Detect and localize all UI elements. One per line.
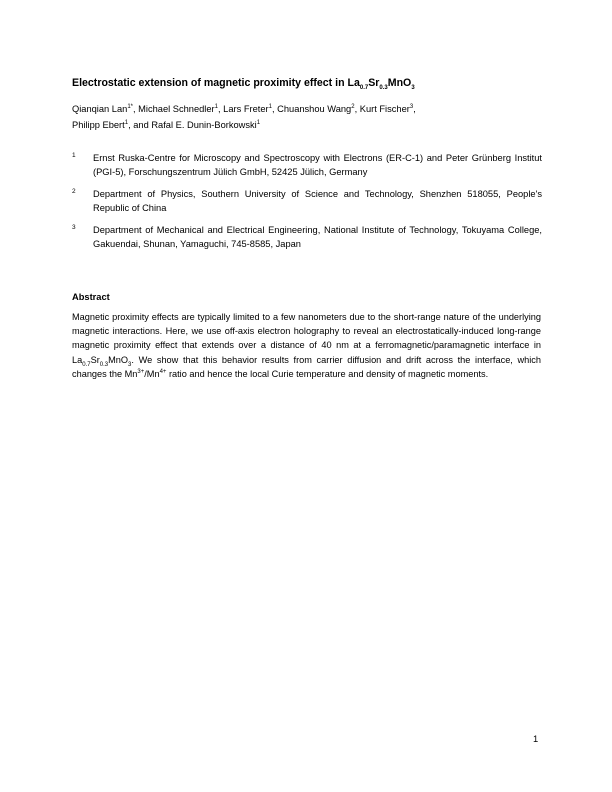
author: Lars Freter$^1$,: [223, 103, 278, 114]
abstract-heading: Abstract: [72, 292, 110, 302]
paper-title: Electrostatic extension of magnetic proximity effect in $La_{0.7}Sr_{0.3}MnO_3$: [72, 77, 415, 92]
page-number: 1: [533, 734, 539, 744]
author: Rafal E. Dunin-Borkowski$^1$: [151, 119, 261, 130]
affiliation-text: Ernst Ruska-Centre for Microscopy and Spectroscopy with Electrons (ER-C-1) and Peter Grünberg Institut (PGI-5), Forschungszentrum Jülich GmbH, 52425 Jülich, Germany: [93, 153, 542, 177]
author: Philipp Ebert$^1$, and: [72, 119, 152, 130]
author: Chuanshou Wang$^2$,: [277, 103, 360, 114]
affiliation-number: 3: [72, 224, 76, 231]
affiliation-text: Department of Mechanical and Electrical Engineering, National Institute of Technology, Tokuyama College, Gakuendai, Shunan, Yamaguchi, 745-8585, Japan: [93, 225, 542, 249]
affiliation-text: Department of Physics, Southern University of Science and Technology, Shenzhen 518055, People's Republic of China: [93, 189, 542, 213]
affiliation-list: [72, 152, 542, 260]
affiliation-number: 1: [72, 152, 76, 159]
affiliation-item: [72, 224, 542, 251]
author: Qianqian Lan$^{1*}$,: [72, 103, 139, 114]
abstract-body: Magnetic proximity effects are typically limited to a few nanometers due to the short-range nature of the underlying magnetic interactions. Here, we use off-axis electron holography to reveal an electrostatically-induced long-range magnetic proximity effect that extends over a distance of 40 nm at a ferromagnetic/paramagnetic interface in $La_{0.7}Sr_{0.3}MnO_3$. We show that this behavior results from carrier diffusion and drift across the interface, which changes the $Mn^{3+}/Mn^{4+}$ ratio and hence the local Curie temperature and density of magnetic moments.: [72, 312, 541, 379]
affiliation-number: 2: [72, 188, 76, 195]
author: Michael Schnedler$^1$,: [138, 103, 224, 114]
affiliation-item: [72, 152, 542, 179]
author: Kurt Fischer$^3$,: [359, 103, 416, 114]
affiliation-item: [72, 188, 542, 215]
author-list: [72, 101, 542, 133]
